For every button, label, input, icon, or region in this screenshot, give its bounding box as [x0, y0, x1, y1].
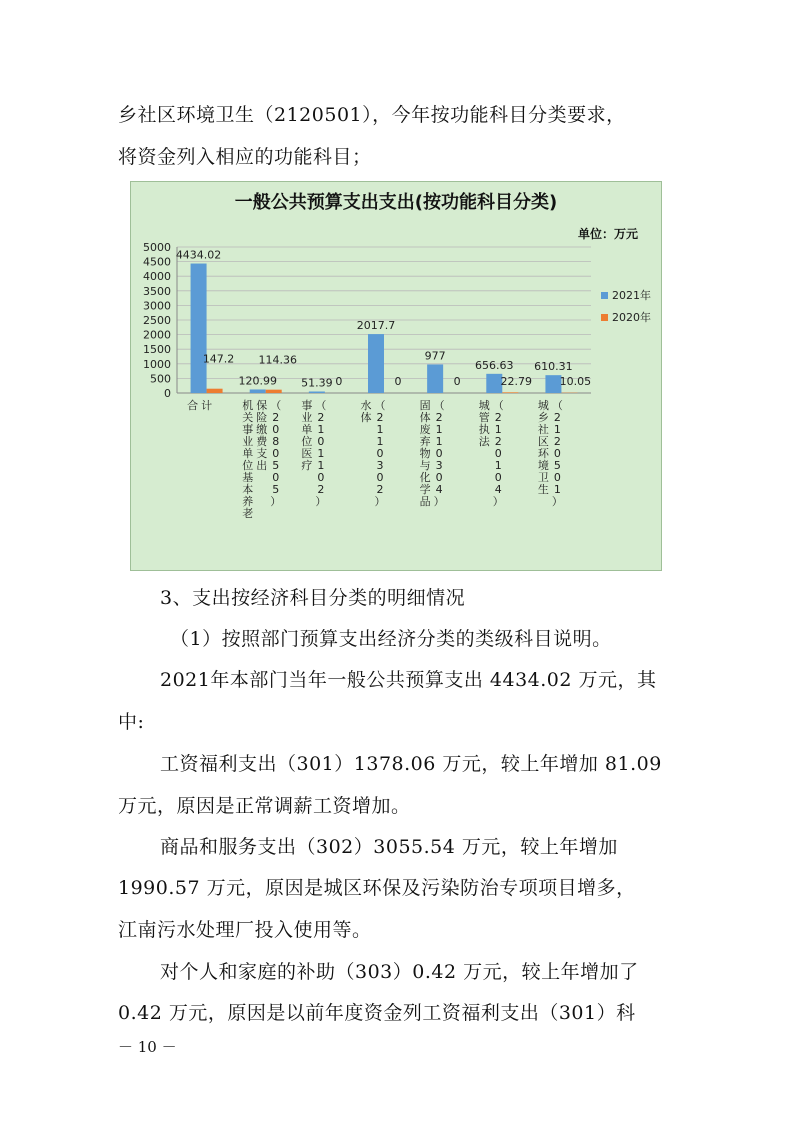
x-tick-label: 1: [553, 423, 561, 436]
x-tick-label: 2: [376, 483, 384, 496]
x-tick-label: 0: [494, 471, 502, 484]
x-tick-label: ）: [374, 495, 386, 508]
bar-2020: [502, 392, 518, 393]
x-tick-label: （: [315, 399, 327, 412]
x-tick-label: 业: [242, 435, 254, 448]
x-tick-label: 8: [272, 435, 280, 448]
y-tick-label: 5000: [143, 241, 171, 254]
bar-2021: [250, 389, 266, 393]
x-tick-label: ）: [492, 495, 504, 508]
x-tick-label: 出: [256, 459, 268, 472]
x-tick-label: 位: [242, 459, 254, 472]
x-tick-label: 品: [419, 495, 431, 508]
data-label: 656.63: [475, 358, 514, 372]
paragraph-13: 0.42 万元，原因是以前年度资金列工资福利支出（301）科: [118, 1002, 636, 1024]
x-tick-label: 1: [553, 483, 561, 496]
y-tick-label: 4000: [143, 270, 171, 284]
x-tick-label: 体: [419, 411, 431, 424]
x-tick-label: 2: [553, 411, 561, 424]
x-tick-label: 1: [435, 423, 443, 436]
x-tick-label: ）: [551, 495, 563, 508]
y-tick-label: 4500: [143, 255, 171, 269]
x-tick-label: 3: [435, 459, 443, 472]
x-tick-label: 固: [419, 399, 431, 412]
x-tick-label: 2: [494, 435, 502, 448]
x-tick-label: 合: [187, 399, 199, 412]
paragraph-12: 对个人和家庭的补助（303）0.42 万元，较上年增加了: [160, 961, 639, 983]
page-number: － 10 －: [118, 1038, 177, 1056]
x-tick-label: 支: [256, 447, 268, 460]
x-tick-label: 费: [256, 435, 268, 448]
x-tick-label: 2: [317, 483, 325, 496]
x-tick-label: 2: [317, 411, 325, 424]
bar-2020: [266, 390, 282, 393]
x-tick-label: 老: [242, 507, 254, 520]
legend-swatch: [601, 292, 608, 299]
x-tick-label: 体: [360, 411, 372, 424]
x-tick-label: 位: [301, 435, 313, 448]
bar-2021: [368, 334, 384, 393]
bar-2020: [207, 389, 223, 393]
x-tick-label: ）: [270, 495, 282, 508]
paragraph-2: 将资金列入相应的功能科目；: [118, 146, 372, 168]
x-tick-label: 环: [537, 447, 549, 460]
x-tick-label: 0: [272, 471, 280, 484]
x-tick-label: （: [551, 399, 563, 412]
data-label: 114.36: [258, 353, 297, 367]
x-tick-label: 社: [537, 423, 549, 436]
y-tick-label: 0: [164, 387, 171, 400]
x-tick-label: 0: [553, 471, 561, 484]
x-tick-label: 城: [478, 399, 490, 412]
x-tick-label: 2: [553, 435, 561, 448]
x-tick-label: 物: [419, 447, 431, 460]
x-tick-label: 法: [478, 435, 490, 448]
x-tick-label: 1: [494, 459, 502, 472]
x-tick-label: 本: [242, 483, 254, 496]
x-tick-label: ）: [433, 495, 445, 508]
x-tick-label: 疗: [301, 459, 313, 472]
data-label: 610.31: [534, 360, 573, 374]
x-tick-label: 0: [317, 435, 325, 448]
paragraph-11: 江南污水处理厂投入使用等。: [118, 919, 372, 941]
y-tick-label: 2000: [143, 328, 171, 342]
x-tick-label: 生: [537, 483, 549, 496]
x-tick-label: 弃: [419, 435, 431, 448]
x-tick-label: 废: [419, 423, 431, 436]
x-tick-label: 0: [435, 447, 443, 460]
x-tick-label: 乡: [537, 411, 549, 424]
x-tick-label: 业: [301, 411, 313, 424]
x-tick-label: 0: [272, 447, 280, 460]
chart-title: 一般公共预算支出支出(按功能科目分类): [234, 192, 558, 213]
paragraph-10: 1990.57 万元，原因是城区环保及污染防治专项项目增多，: [118, 877, 636, 899]
x-tick-label: ）: [315, 495, 327, 508]
x-tick-label: 事: [301, 399, 313, 412]
x-tick-label: 1: [376, 423, 384, 436]
y-tick-label: 1000: [143, 357, 171, 371]
x-tick-label: 1: [376, 435, 384, 448]
y-tick-label: 3500: [143, 284, 171, 298]
data-label: 147.2: [202, 352, 235, 366]
x-tick-label: 机: [242, 399, 254, 412]
x-tick-label: 境: [537, 459, 549, 472]
x-tick-label: 区: [537, 435, 549, 448]
x-tick-label: 0: [553, 447, 561, 460]
data-label: 22.79: [500, 375, 533, 388]
x-tick-label: 0: [376, 471, 384, 484]
x-tick-label: 1: [317, 447, 325, 460]
paragraph-6: 中:: [118, 711, 145, 733]
paragraph-1: 乡社区环境卫生（2120501），今年按功能科目分类要求，: [118, 104, 626, 126]
data-label: 0: [453, 375, 461, 388]
bar-2021: [309, 391, 325, 393]
x-tick-label: 0: [435, 471, 443, 484]
x-tick-label: 城: [537, 399, 549, 412]
paragraph-5: 2021年本部门当年一般公共预算支出 4434.02 万元，其: [160, 669, 657, 691]
legend-swatch: [601, 314, 608, 321]
x-tick-label: 卫: [537, 471, 549, 484]
y-tick-label: 2500: [143, 314, 171, 327]
x-tick-label: 基: [242, 471, 254, 484]
x-tick-label: 管: [478, 411, 490, 424]
x-tick-label: 5: [272, 483, 280, 496]
x-tick-label: 事: [242, 423, 254, 436]
legend-label: 2020年: [612, 311, 651, 324]
x-tick-label: 1: [317, 423, 325, 436]
x-tick-label: 4: [435, 483, 443, 496]
x-tick-label: 缴: [256, 423, 268, 436]
x-tick-label: 5: [553, 459, 561, 472]
paragraph-3: 3、支出按经济科目分类的明细情况: [160, 587, 466, 609]
x-tick-label: 0: [272, 423, 280, 436]
x-tick-label: 2: [494, 411, 502, 424]
data-label: 4434.02: [175, 248, 222, 262]
x-tick-label: 1: [494, 423, 502, 436]
data-label: 2017.7: [356, 319, 396, 333]
data-label: 0: [394, 375, 402, 388]
y-tick-label: 3000: [143, 299, 171, 313]
bar-2021: [191, 264, 207, 393]
chart-container: [130, 181, 662, 571]
data-label: 120.99: [238, 374, 277, 388]
x-tick-label: （: [433, 399, 445, 412]
paragraph-8: 万元，原因是正常调薪工资增加。: [118, 795, 411, 817]
x-tick-label: 与: [419, 459, 431, 472]
data-label: 0: [335, 375, 343, 388]
data-label: 10.05: [559, 375, 592, 388]
x-tick-label: 水: [360, 399, 372, 412]
x-tick-label: 学: [419, 483, 431, 496]
x-tick-label: 计: [201, 399, 213, 412]
x-tick-label: 执: [478, 423, 490, 436]
x-tick-label: 0: [494, 447, 502, 460]
paragraph-4: （1）按照部门预算支出经济分类的类级科目说明。: [170, 628, 612, 650]
y-tick-label: 500: [150, 372, 171, 386]
x-tick-label: （: [492, 399, 504, 412]
x-tick-label: 单: [301, 423, 313, 436]
x-tick-label: 2: [435, 411, 443, 424]
x-tick-label: 2: [272, 411, 280, 424]
x-tick-label: 5: [272, 459, 280, 472]
paragraph-9: 商品和服务支出（302）3055.54 万元，较上年增加: [160, 836, 618, 858]
x-tick-label: 养: [242, 495, 254, 508]
data-label: 977: [424, 349, 446, 363]
x-tick-label: 2: [376, 411, 384, 424]
x-tick-label: （: [374, 399, 386, 412]
x-tick-label: 化: [419, 471, 431, 484]
x-tick-label: （: [270, 399, 282, 412]
x-tick-label: 1: [435, 435, 443, 448]
x-tick-label: 关: [242, 411, 254, 424]
chart-unit-label: 单位：万元: [578, 227, 639, 241]
x-tick-label: 0: [317, 471, 325, 484]
x-tick-label: 0: [376, 447, 384, 460]
paragraph-7: 工资福利支出（301）1378.06 万元，较上年增加 81.09: [160, 753, 662, 775]
x-tick-label: 保: [256, 399, 268, 412]
x-tick-label: 3: [376, 459, 384, 472]
x-tick-label: 4: [494, 483, 502, 496]
x-tick-label: 医: [301, 447, 313, 460]
data-label: 51.39: [301, 376, 333, 390]
bar-chart: [131, 182, 661, 570]
y-tick-label: 1500: [143, 343, 171, 357]
x-tick-label: 1: [317, 459, 325, 472]
bar-2021: [427, 364, 443, 393]
legend-label: 2021年: [612, 289, 651, 302]
x-tick-label: 险: [256, 411, 268, 424]
x-tick-label: 单: [242, 447, 254, 460]
